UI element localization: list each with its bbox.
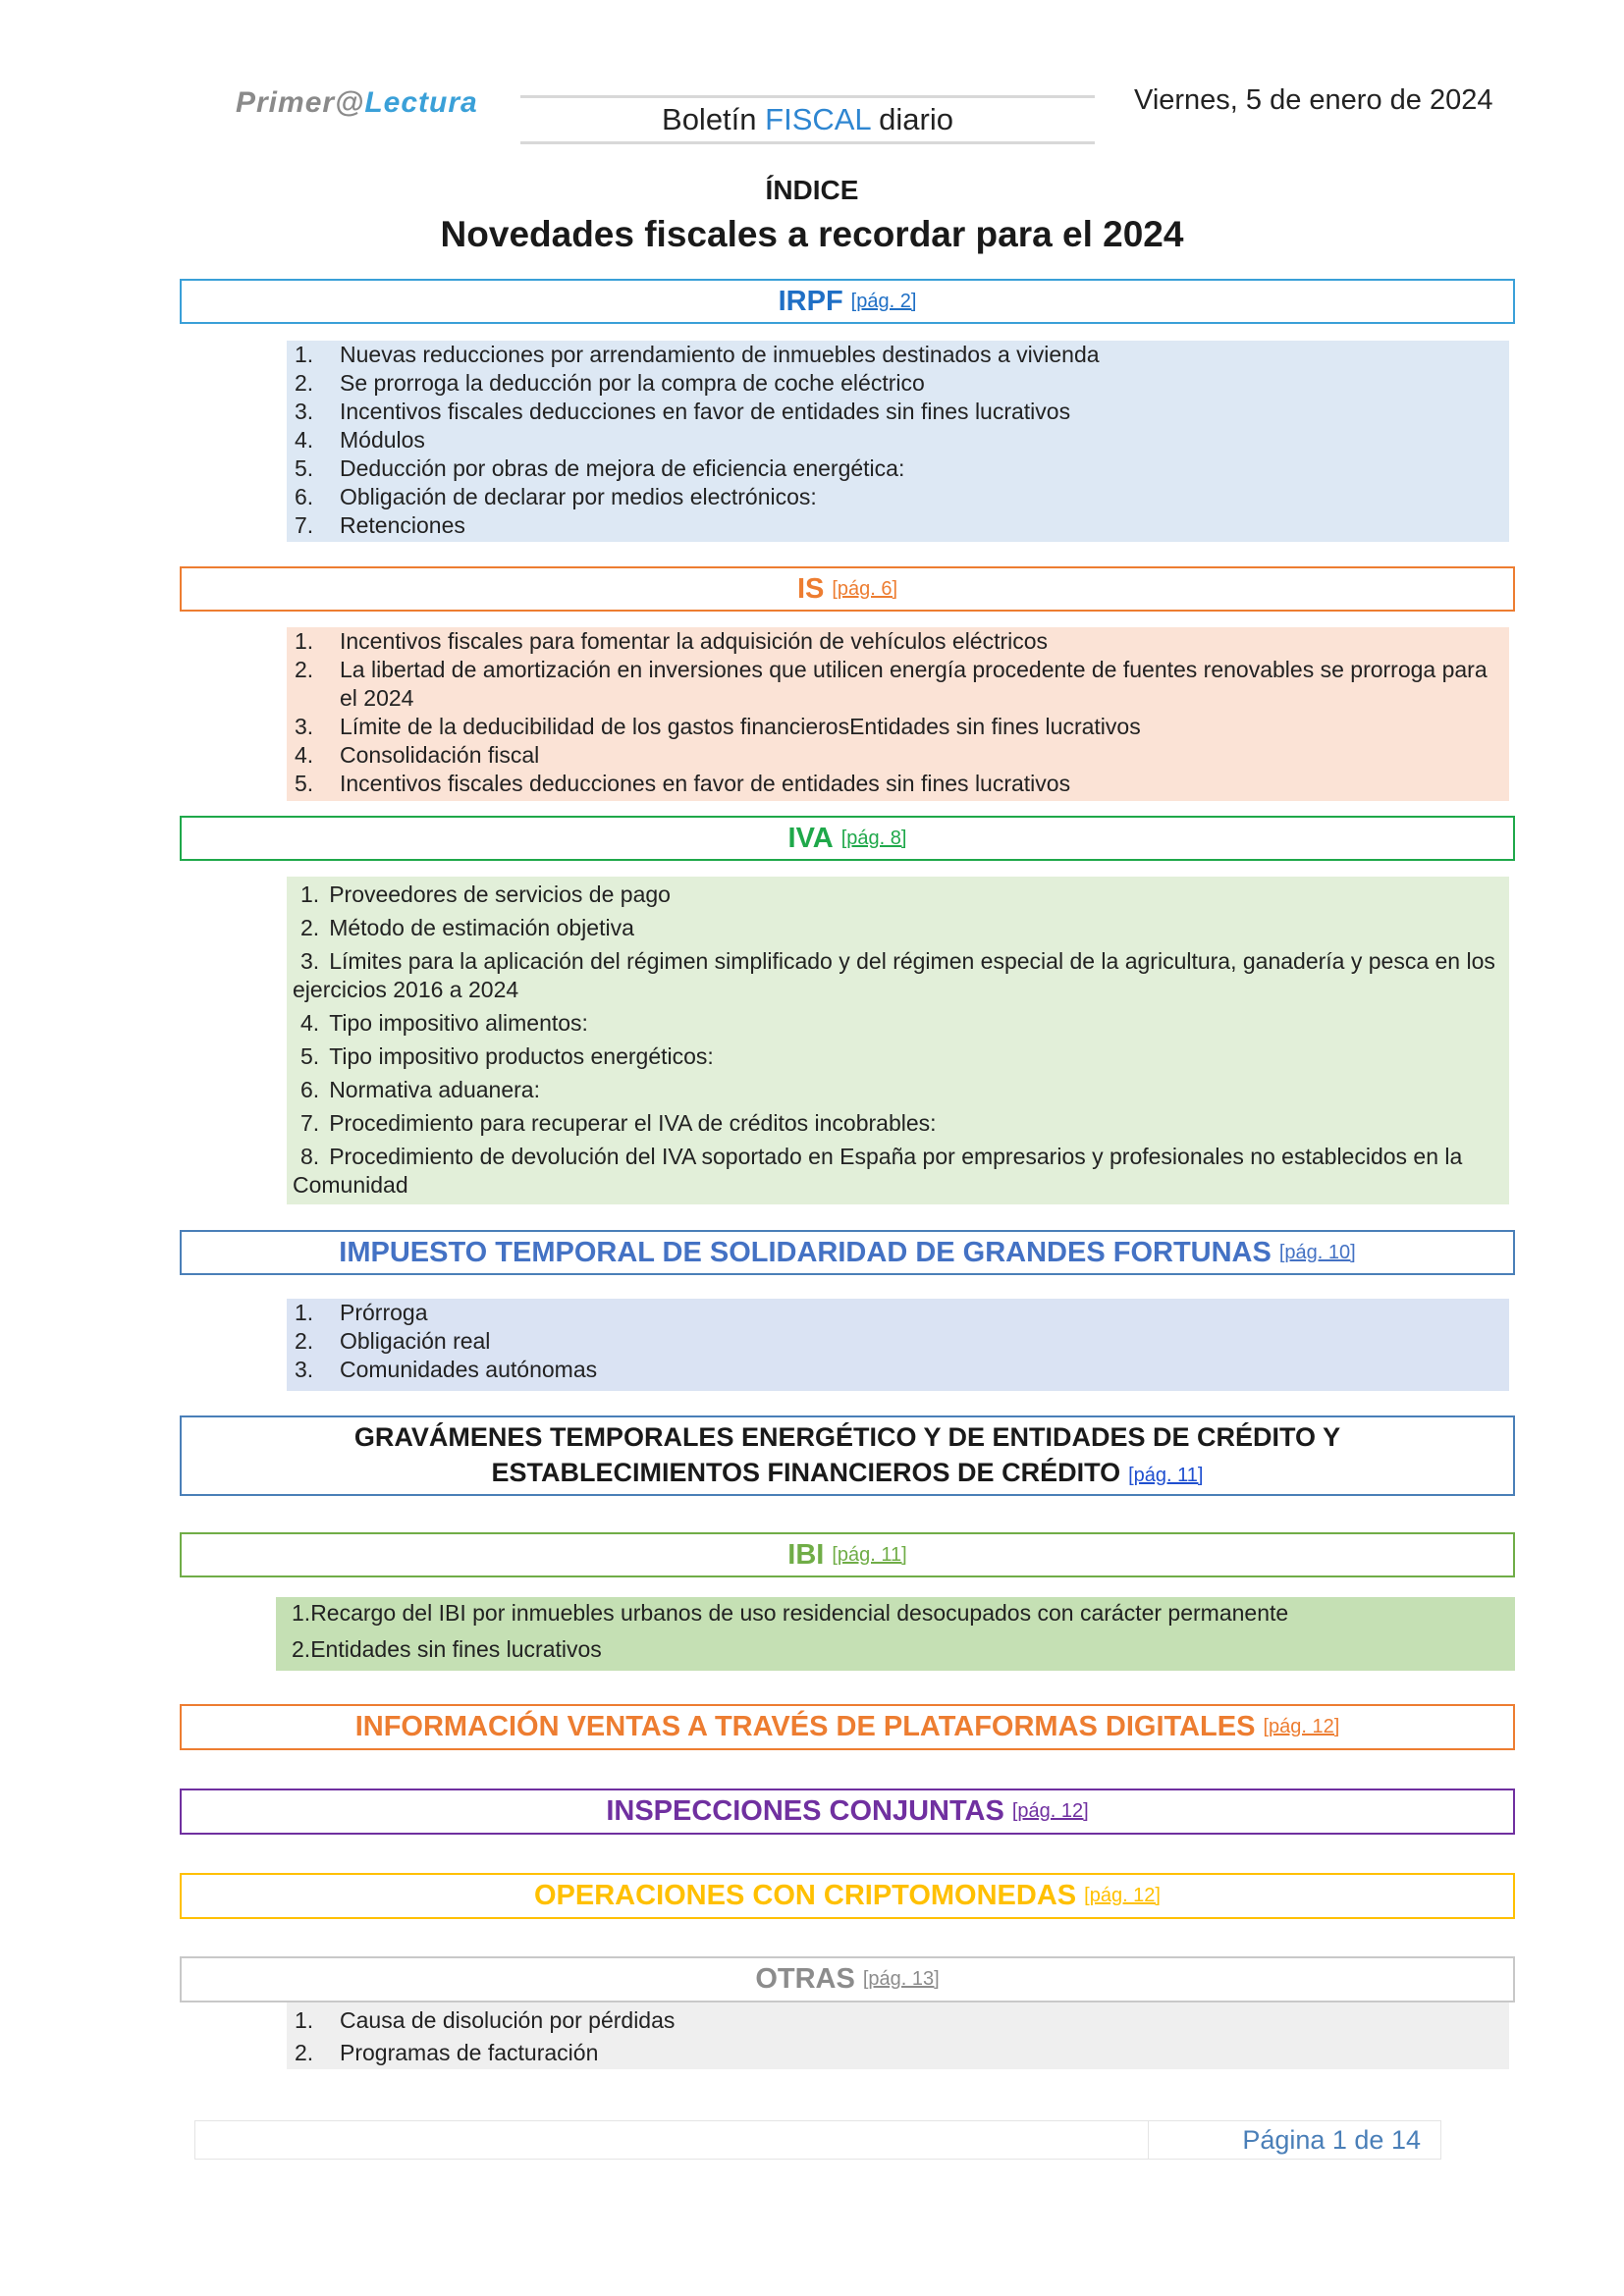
list-item-text: Comunidades autónomas [340,1357,598,1382]
list-item-number: 7. [295,512,314,538]
section-header-ibi [180,1532,1515,1577]
page-link-is[interactable]: [pág. 6] [832,577,898,600]
index-heading: ÍNDICE [765,175,859,205]
list-item-text: Nuevas reducciones por arrendamiento de inmuebles destinados a vivienda [340,342,1100,367]
list-item [287,483,1509,511]
section-title-cripto: OPERACIONES CON CRIPTOMONEDAS [534,1880,1077,1911]
list-item-number: 1. [295,1300,314,1325]
list-item-number: 5. [295,771,314,796]
list-otras [287,2002,1509,2069]
list-item [287,627,1509,656]
list-item-number: 2. [295,2040,314,2065]
list-item-number: 2. [295,657,314,682]
list-item-text: Módulos [340,427,425,453]
section-header-irpf [180,279,1515,324]
list-item-number: 5. [295,455,314,481]
list-item-number: 2. [295,1328,314,1354]
list-item-number: 2. [295,370,314,396]
list-item-number: 7. [300,1110,320,1136]
section-title-is: IS [796,572,825,605]
page-link-inspecciones[interactable]: [pág. 12] [1011,1800,1089,1822]
list-item-number: 3. [295,1357,314,1382]
page-title: Novedades fiscales a recordar para el 2024 [440,214,1184,254]
list-item [287,656,1509,713]
page-link-ibi[interactable]: [pág. 11] [832,1543,907,1566]
list-item-text: Obligación de declarar por medios electrónicos: [340,484,817,509]
section-header-inspecciones [180,1789,1515,1835]
section-title-plataformas: INFORMACIÓN VENTAS A TRAVÉS DE PLATAFORMAS DIGITALES [354,1711,1256,1742]
list-item-number: 3. [295,399,314,424]
list-item-number: 8. [300,1144,320,1169]
list-item [287,1009,1509,1038]
list-item [287,511,1509,540]
list-item [287,2037,1509,2069]
list-solidaridad [287,1299,1509,1391]
list-item-number: 5. [300,1043,320,1069]
list-item-number: 3. [295,714,314,739]
section-title-iva: IVA [787,822,834,854]
list-item-number: 3. [300,948,320,974]
list-item-text: Causa de disolución por pérdidas [340,2007,676,2033]
list-item-number: 4. [295,742,314,768]
section-title-otras: OTRAS [755,1963,855,1995]
list-item [287,1299,1509,1327]
list-item-number: 6. [300,1077,320,1102]
page-link-irpf[interactable]: [pág. 2] [850,290,917,312]
list-item [287,341,1509,369]
list-item [287,1076,1509,1104]
list-item [287,369,1509,398]
list-is [287,627,1509,801]
list-item-text: La libertad de amortización en inversiones que utilicen energía procedente de fuentes renovables se prorroga para el 2024 [340,657,1488,711]
list-item-text: Programas de facturación [340,2040,599,2065]
list-item [287,713,1509,741]
list-item [287,881,1509,909]
list-item: 1. Recargo del IBI por inmuebles urbanos de uso residencial desocupados con carácter permanente [292,1600,1289,1626]
list-item-number: 1. [295,342,314,367]
list-item-text: Retenciones [340,512,465,538]
list-item-number: 1. [295,628,314,654]
list-iva [287,877,1509,1204]
section-header-gravamenes [180,1415,1515,1496]
list-item [287,1042,1509,1071]
list-item [287,947,1509,1004]
page-link-solidaridad[interactable]: [pág. 10] [1278,1241,1356,1263]
list-item [287,1356,1509,1384]
page-link-plataformas[interactable]: [pág. 12] [1263,1716,1340,1737]
section-title-irpf: IRPF [778,285,843,317]
section-header-plataformas [180,1704,1515,1750]
list-item: 2. Entidades sin fines lucrativos [292,1636,602,1662]
list-item-number: 4. [295,427,314,453]
footer-divider [1148,2121,1149,2159]
header-rule-top [520,95,1095,98]
list-item-text: Prórroga [340,1300,428,1325]
list-item-text: Incentivos fiscales deducciones en favor de entidades sin fines lucrativos [340,771,1071,796]
section-title-ibi: IBI [787,1538,825,1571]
list-item-text: Deducción por obras de mejora de eficiencia energética: [340,455,905,481]
list-item-text: Procedimiento de devolución del IVA soportado en España por empresarios y profesionales no establecidos en la Comunidad [293,1144,1463,1198]
section-header-otras [180,1956,1515,2002]
list-item-text: Límites para la aplicación del régimen simplificado y del régimen especial de la agricultura, ganadería y pesca en los ejercicios 2016 a 2024 [293,948,1495,1002]
section-title-gravamenes-line1: GRAVÁMENES TEMPORALES ENERGÉTICO Y DE ENTIDADES DE CRÉDITO Y [353,1421,1341,1452]
list-item-text: Tipo impositivo alimentos: [329,1010,588,1036]
section-title-gravamenes-line2: ESTABLECIMIENTOS FINANCIEROS DE CRÉDITO [491,1457,1121,1487]
list-item [287,426,1509,454]
page-number: Página 1 de 14 [1242,2125,1421,2155]
list-item [287,398,1509,426]
section-header-is [180,566,1515,612]
list-ibi [276,1597,1515,1671]
brand-logo: Primer@Lectura [236,86,478,119]
page-link-otras[interactable]: [pág. 13] [862,1968,940,1990]
list-item-text: Tipo impositivo productos energéticos: [329,1043,714,1069]
bulletin-title: Boletín FISCAL diario [662,102,953,136]
section-header-iva [180,816,1515,861]
list-item [287,1327,1509,1356]
list-item [287,770,1509,798]
header-rule-bottom [520,141,1095,144]
list-item-text: Incentivos fiscales para fomentar la adquisición de vehículos eléctricos [340,628,1049,654]
page-footer [194,2120,1441,2160]
list-item-number: 1. [295,2007,314,2033]
list-item-text: Método de estimación objetiva [329,915,634,940]
publication-date: Viernes, 5 de enero de 2024 [1134,84,1493,116]
list-item [287,454,1509,483]
list-item-text: Obligación real [340,1328,491,1354]
page-link-cripto[interactable]: [pág. 12] [1084,1885,1161,1906]
list-item-text: Se prorroga la deducción por la compra de coche eléctrico [340,370,925,396]
list-item [287,741,1509,770]
list-item-text: Normativa aduanera: [329,1077,540,1102]
list-irpf [287,341,1509,542]
page-link-gravamenes[interactable]: [pág. 11] [1128,1464,1204,1486]
list-item-text: Incentivos fiscales deducciones en favor de entidades sin fines lucrativos [340,399,1071,424]
list-item [287,1109,1509,1138]
list-item-number: 1. [300,881,320,907]
section-header-solidaridad [180,1230,1515,1275]
section-title-inspecciones: INSPECCIONES CONJUNTAS [606,1795,1004,1827]
list-item-number: 6. [295,484,314,509]
section-header-cripto [180,1873,1515,1919]
list-item-text: Límite de la deducibilidad de los gastos financierosEntidades sin fines lucrativos [340,714,1141,739]
list-item-number: 2. [300,915,320,940]
list-item [287,914,1509,942]
list-item-number: 4. [300,1010,320,1036]
list-item [287,1143,1509,1200]
list-item-text: Proveedores de servicios de pago [329,881,671,907]
list-item [287,2004,1509,2037]
page-link-iva[interactable]: [pág. 8] [840,827,907,849]
list-item-text: Procedimiento para recuperar el IVA de créditos incobrables: [329,1110,937,1136]
list-item-text: Consolidación fiscal [340,742,540,768]
section-title-solidaridad: IMPUESTO TEMPORAL DE SOLIDARIDAD DE GRANDES FORTUNAS [339,1236,1272,1268]
